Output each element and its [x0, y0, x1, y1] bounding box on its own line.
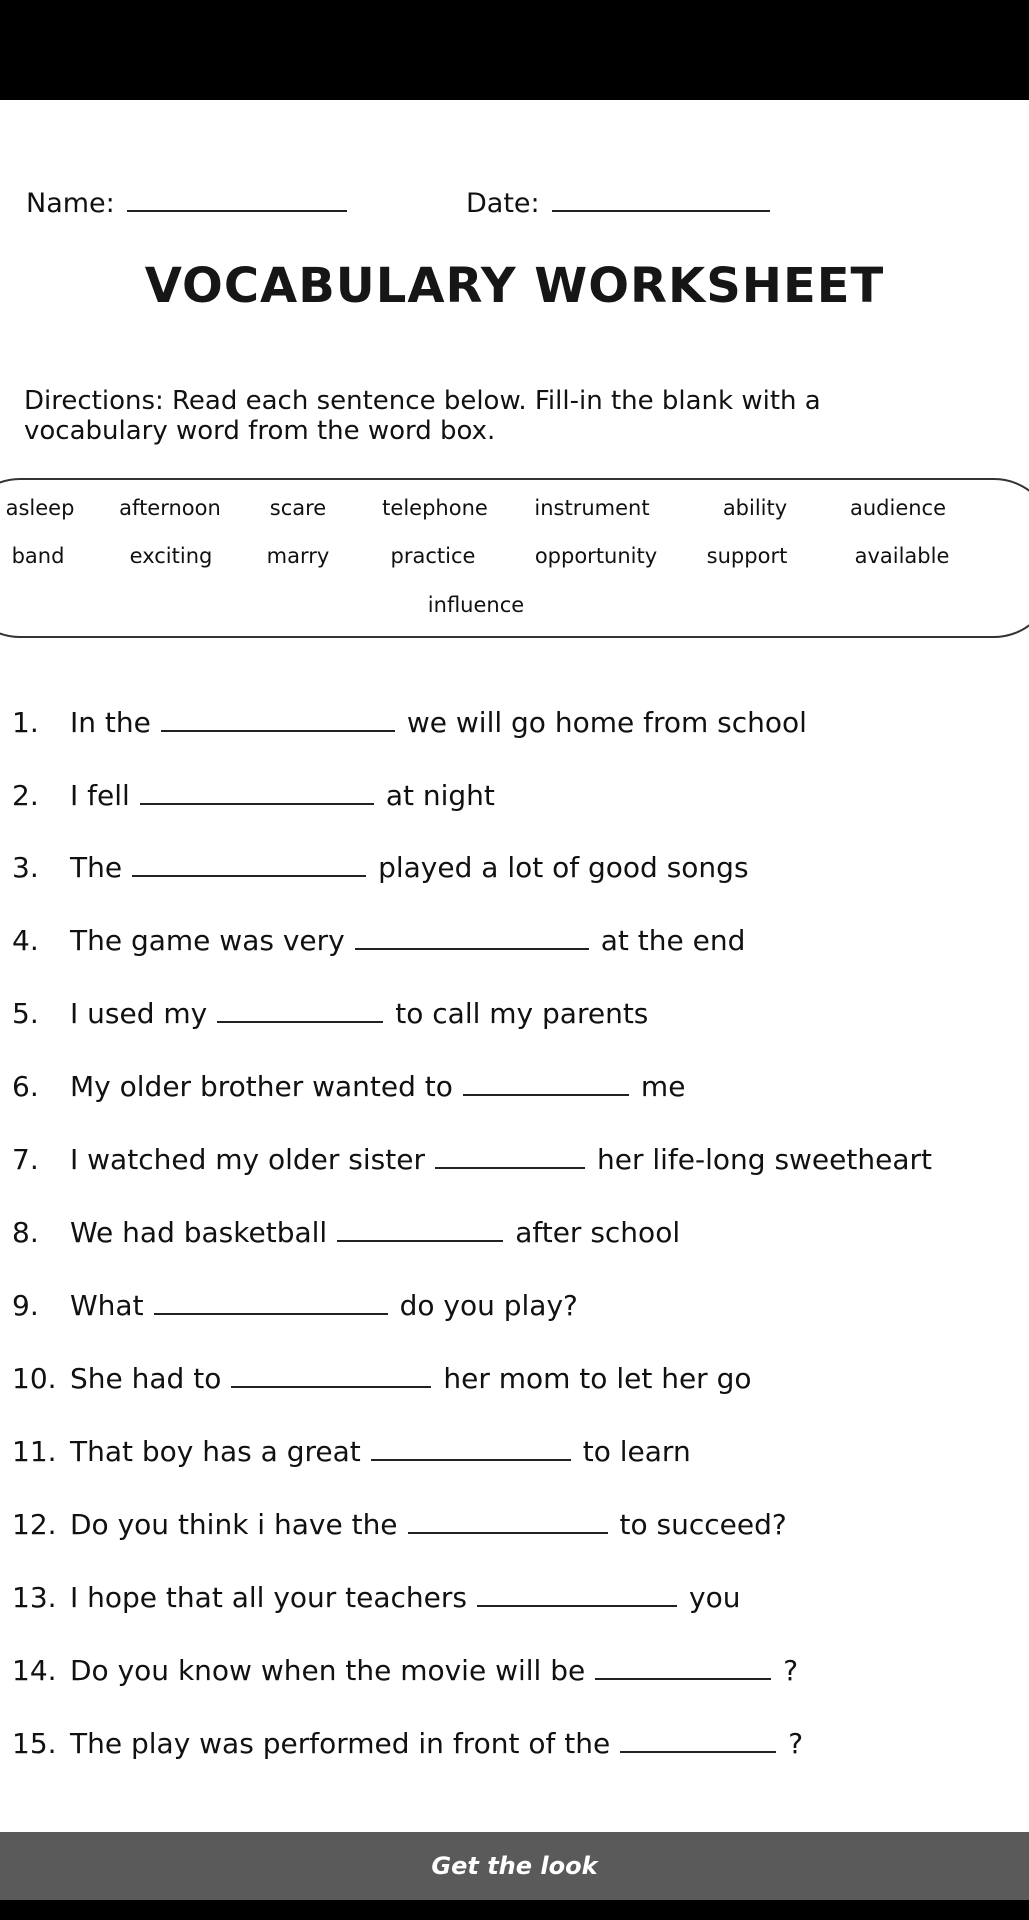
answer-blank[interactable] — [140, 783, 374, 805]
sentence-before: I hope that all your teachers — [70, 1581, 468, 1614]
word-box-word: ability — [722, 496, 788, 520]
date-field — [466, 188, 770, 219]
answer-blank[interactable] — [132, 855, 366, 877]
sentence-after: do you play? — [399, 1289, 578, 1322]
answer-blank[interactable] — [408, 1512, 608, 1534]
word-box — [0, 478, 1029, 638]
sentence-after: her life-long sweetheart — [596, 1143, 932, 1176]
sentence-before: The game was very — [70, 924, 345, 957]
word-box-word: asleep — [5, 496, 75, 520]
sentence-number: 10. — [12, 1362, 57, 1395]
sentence-after: to learn — [582, 1435, 691, 1468]
sentence-number: 3. — [12, 851, 39, 884]
date-blank[interactable] — [552, 190, 770, 212]
sentence-item — [12, 1070, 685, 1110]
sentence-number: 2. — [12, 779, 39, 812]
name-field — [26, 188, 347, 219]
sentence-item — [12, 1362, 752, 1402]
sentence-number: 12. — [12, 1508, 57, 1541]
worksheet-page — [0, 100, 1029, 1832]
word-box-row — [2, 496, 1029, 526]
sentence-before: Do you know when the movie will be — [70, 1654, 586, 1687]
answer-blank[interactable] — [355, 928, 589, 950]
sentence-number: 14. — [12, 1654, 57, 1687]
name-label: Name: — [26, 188, 115, 219]
sentence-before: My older brother wanted to — [70, 1070, 453, 1103]
sentence-before: We had basketball — [70, 1216, 328, 1249]
sentence-after: after school — [515, 1216, 681, 1249]
sentence-before: I fell — [70, 779, 130, 812]
sentence-item — [12, 924, 745, 964]
sentence-number: 1. — [12, 706, 39, 739]
word-box-word: influence — [427, 593, 525, 617]
sentence-item — [12, 1654, 798, 1694]
sentence-before: The play was performed in front of the — [70, 1727, 611, 1760]
sentence-after: her mom to let her go — [443, 1362, 752, 1395]
sentence-before: Do you think i have the — [70, 1508, 398, 1541]
bottom-black-bar — [0, 1900, 1029, 1920]
answer-blank[interactable] — [620, 1731, 776, 1753]
answer-blank[interactable] — [435, 1147, 585, 1169]
get-the-look-button[interactable]: Get the look — [431, 1852, 598, 1880]
sentence-number: 15. — [12, 1727, 57, 1760]
sentence-item — [12, 1143, 932, 1183]
answer-blank[interactable] — [231, 1366, 431, 1388]
directions-text: Directions: Read each sentence below. Fill-in the blank with a vocabulary word from the word box. — [24, 386, 821, 446]
sentence-before: The — [70, 851, 123, 884]
sentence-item — [12, 1435, 691, 1475]
sentence-after: we will go home from school — [406, 706, 807, 739]
sentence-item — [12, 1727, 803, 1767]
top-black-bar — [0, 0, 1029, 100]
word-box-word: scare — [269, 496, 327, 520]
sentence-before: I watched my older sister — [70, 1143, 425, 1176]
name-blank[interactable] — [127, 190, 347, 212]
answer-blank[interactable] — [371, 1439, 571, 1461]
sentence-after: played a lot of good songs — [378, 851, 749, 884]
get-the-look-bar[interactable] — [0, 1832, 1029, 1900]
word-box-word: telephone — [382, 496, 488, 520]
sentence-item — [12, 997, 648, 1037]
sentence-after: to call my parents — [395, 997, 649, 1030]
sentence-item — [12, 706, 807, 746]
worksheet-title: VOCABULARY WORKSHEET — [144, 258, 885, 314]
sentence-item — [12, 1289, 578, 1329]
sentence-number: 9. — [12, 1289, 39, 1322]
answer-blank[interactable] — [463, 1074, 629, 1096]
sentence-number: 5. — [12, 997, 39, 1030]
word-box-word: afternoon — [119, 496, 221, 520]
word-box-row — [2, 544, 1029, 574]
answer-blank[interactable] — [477, 1585, 677, 1607]
word-box-word: audience — [849, 496, 947, 520]
word-box-word: support — [706, 544, 788, 568]
answer-blank[interactable] — [337, 1220, 503, 1242]
word-box-word: opportunity — [534, 544, 658, 568]
sentence-number: 13. — [12, 1581, 57, 1614]
word-box-word: instrument — [534, 496, 650, 520]
sentence-number: 8. — [12, 1216, 39, 1249]
sentence-before: What — [70, 1289, 144, 1322]
sentence-number: 4. — [12, 924, 39, 957]
sentence-item — [12, 1508, 787, 1548]
sentence-after: at night — [385, 779, 495, 812]
sentence-before: I used my — [70, 997, 208, 1030]
sentence-after: you — [689, 1581, 741, 1614]
word-box-word: exciting — [129, 544, 213, 568]
answer-blank[interactable] — [595, 1658, 771, 1680]
sentence-number: 6. — [12, 1070, 39, 1103]
answer-blank[interactable] — [161, 710, 395, 732]
sentence-after: ? — [783, 1654, 799, 1687]
sentence-number: 7. — [12, 1143, 39, 1176]
sentence-number: 11. — [12, 1435, 57, 1468]
sentence-after: at the end — [600, 924, 746, 957]
sentence-before: In the — [70, 706, 151, 739]
word-box-word: practice — [390, 544, 476, 568]
sentence-after: to succeed? — [619, 1508, 787, 1541]
answer-blank[interactable] — [217, 1001, 383, 1023]
date-label: Date: — [466, 188, 540, 219]
sentence-before: That boy has a great — [70, 1435, 361, 1468]
word-box-word: marry — [266, 544, 330, 568]
sentence-item — [12, 779, 495, 819]
sentence-after: me — [640, 1070, 686, 1103]
sentence-before: She had to — [70, 1362, 222, 1395]
word-box-word: available — [854, 544, 950, 568]
sentence-item — [12, 1216, 680, 1256]
word-box-row — [2, 593, 1029, 623]
answer-blank[interactable] — [154, 1293, 388, 1315]
word-box-word: band — [11, 544, 65, 568]
sentence-item — [12, 851, 749, 891]
sentence-item — [12, 1581, 740, 1621]
sentence-after: ? — [788, 1727, 804, 1760]
